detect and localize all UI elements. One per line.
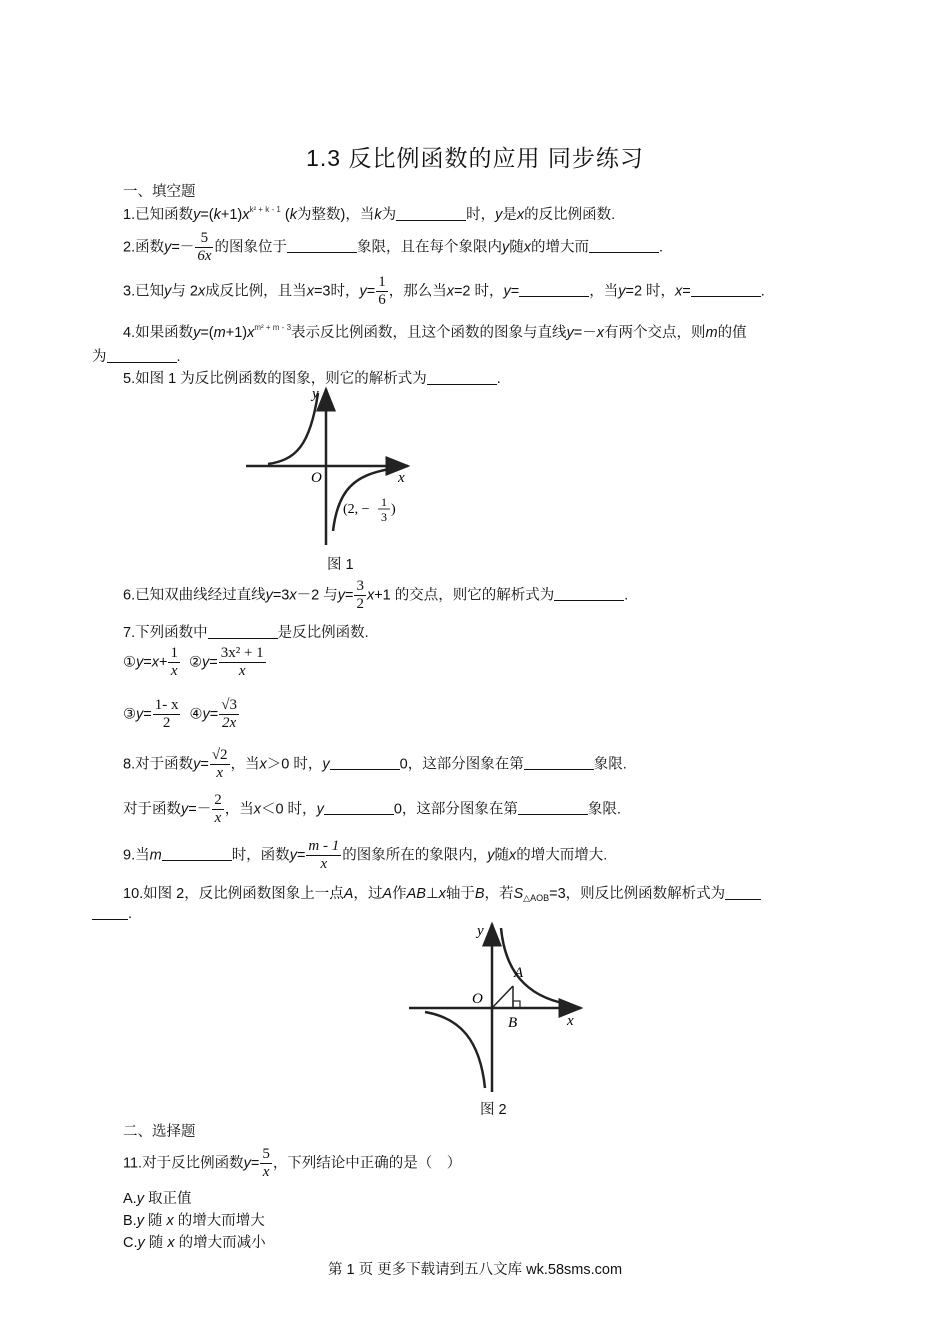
hyperbola-branch (268, 393, 318, 464)
question-2: 2.函数y=－ $\frac{5}{6x}$ 的图象位于 象限，且在每个象限内y随x的增大而 . (123, 230, 664, 264)
svg-text:1: 1 (381, 495, 387, 509)
question-4: 4.如果函数$y=(m+1)x^{m^2 + m - 3}$表示反比例函数，且这个函数的图象与直线y=－x有两个交点，则m的值 (123, 323, 747, 341)
hyperbola-branch (501, 928, 567, 1004)
fraction: $\frac{3}{2}$ (356, 578, 364, 612)
figure-2-graph (405, 920, 590, 1095)
section-heading-fill-blank: 一、填空题 (123, 184, 196, 200)
fraction: $\frac{√3}{2x}$ (221, 697, 237, 731)
answer-blank[interactable] (396, 206, 466, 221)
fraction: $\frac{√2}{x}$ (211, 747, 228, 781)
answer-blank[interactable] (92, 905, 128, 920)
point-a-label: A (514, 965, 524, 981)
answer-blank[interactable] (208, 624, 278, 639)
point-label: (2, − (343, 502, 370, 517)
question-4-continued: 为 . (92, 349, 181, 365)
question-11: 11.对于反比例函数y= $\frac{5}{x}$ ，下列结论中正确的是（ ） (123, 1146, 462, 1180)
question-1: 1.已知函数$y=(k+1)x^{k^2 + k - 1}$ (k为整数)，当k为 时，y是x的反比例函数. (123, 205, 616, 223)
x-axis-label: x (567, 1013, 574, 1029)
fraction: $\frac{1- x}{2}$ (154, 697, 179, 731)
figure-1-caption: 图 1 (327, 557, 354, 573)
figure-1-graph (240, 385, 415, 550)
option-B[interactable]: B.y 随 x 的增大而增大 (123, 1213, 265, 1229)
question-7-options-row1: ①y=x+ $\frac{1}{x}$ ②y= $\frac{\text{3x² + 1}}{x}$ (123, 645, 264, 679)
answer-blank[interactable] (691, 282, 761, 297)
question-5: 5.如图 1 为反比例函数的图象，则它的解析式为 . (123, 371, 501, 387)
exponent: k² + k - 1 (249, 205, 281, 214)
exponent: m² + m - 3 (254, 323, 292, 332)
option-A[interactable]: A.y 取正值 (123, 1191, 192, 1207)
fraction: $\frac{1}{x}$ (170, 645, 178, 679)
answer-blank[interactable] (725, 885, 761, 900)
option-C[interactable]: C.y 随 x 的增大而减小 (123, 1235, 266, 1251)
answer-blank[interactable] (324, 800, 394, 815)
figure-2-caption: 图 2 (480, 1102, 507, 1118)
question-7-options-row2: ③y= $\frac{1- x}{2}$ ④y= $\frac{√3}{2x}$ (123, 697, 237, 731)
svg-text:): ) (391, 502, 396, 517)
question-8-part2: 对于函数y=－ $\frac{2}{x}$ ，当x＜0 时，y 0，这部分图象在第 象限. (123, 792, 621, 826)
answer-blank[interactable] (518, 800, 588, 815)
point-b-label: B (508, 1015, 518, 1031)
answer-blank[interactable] (554, 586, 624, 601)
segment-OA (492, 986, 513, 1008)
answer-blank[interactable] (107, 348, 177, 363)
svg-text:3: 3 (381, 510, 387, 524)
answer-blank[interactable] (589, 238, 659, 253)
hyperbola-branch (425, 1012, 485, 1088)
question-10: 10.如图 2，反比例函数图象上一点A，过A作AB⊥x轴于B，若$S_{\triangle AOB}=3$，则反比例函数解析式为 (123, 882, 761, 904)
question-10-continued: . (92, 905, 132, 922)
page-title: 1.3 反比例函数的应用 同步练习 (306, 145, 644, 171)
fraction: $\frac{2}{x}$ (214, 792, 222, 826)
question-6: 6.已知双曲线经过直线y=3x－2 与y= $\frac{3}{2}$ x+1 的交点，则它的解析式为 . (123, 578, 629, 612)
answer-blank[interactable] (519, 282, 589, 297)
y-axis-label: y (477, 923, 484, 939)
answer-blank[interactable] (524, 755, 594, 770)
answer-blank[interactable] (427, 370, 497, 385)
x-axis-label: x (398, 470, 405, 486)
fraction: $\frac{\text{3x² + 1}}{x}$ (220, 645, 264, 679)
origin-label: O (472, 991, 483, 1007)
question-8: 8.对于函数y= $\frac{√2}{x}$ ，当x＞0 时，y 0，这部分图象在第 象限. (123, 747, 627, 781)
section-heading-multiple-choice: 二、选择题 (123, 1124, 196, 1140)
fraction: $\frac{m - 1}{x}$ (308, 838, 340, 872)
origin-label: O (311, 470, 322, 486)
answer-blank[interactable] (330, 755, 400, 770)
page-footer: 第 1 页 更多下载请到五八文库 wk.58sms.com (327, 1262, 623, 1278)
answer-blank[interactable] (287, 238, 357, 253)
question-9: 9.当m 时，函数y= $\frac{m - 1}{x}$ 的图象所在的象限内，y随x的增大而增大. (123, 838, 608, 872)
y-axis-label: y (312, 386, 319, 402)
fraction: $\frac{1}{6}$ (378, 274, 386, 308)
fraction: $\frac{5}{6x}$ (197, 230, 212, 264)
answer-blank[interactable] (162, 846, 232, 861)
question-7: 7.下列函数中 是反比例函数. (123, 625, 369, 641)
fraction: $\frac{5}{x}$ (262, 1146, 270, 1180)
question-3: 3.已知y与 2x成反比例，且当x=3时，y= $\frac{1}{6}$ ，那么当x=2 时，y= ，当y=2 时，x= . (123, 274, 765, 308)
